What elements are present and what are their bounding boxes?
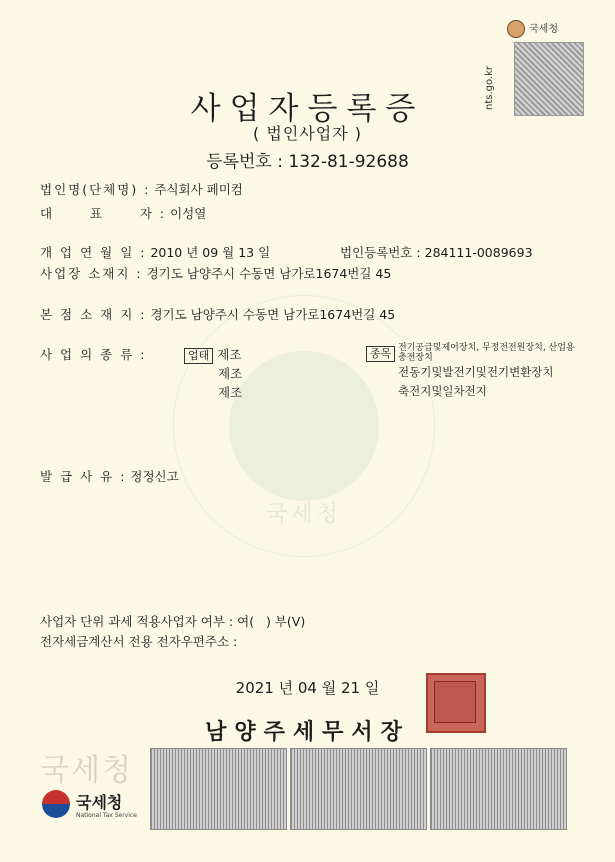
type-value: 제조: [217, 347, 242, 362]
registration-number: 132-81-92688: [288, 152, 409, 172]
type-value-row-2: [218, 364, 242, 382]
tax-unit-value: 여( ) 부(V): [237, 614, 306, 629]
ceo-row: [40, 204, 206, 222]
type-box: 업태: [184, 348, 213, 364]
biz-type-label: 사 업 의 종 류 :: [40, 347, 147, 362]
issue-reason-label: 발 급 사 유 :: [40, 469, 127, 484]
hq-address-row: [40, 305, 395, 323]
type-value: 제조: [218, 366, 243, 381]
issue-reason-row: [40, 467, 179, 485]
tax-unit-row: [40, 612, 305, 630]
agency-label: 국세청: [529, 24, 558, 35]
corp-reg-row: [340, 243, 533, 261]
item-box: 종목: [366, 346, 395, 362]
security-code-icon: [290, 748, 427, 830]
agency-name: 국세청: [76, 793, 123, 812]
watermark-text: 국세청: [266, 502, 342, 527]
item-value-3-row: [398, 383, 487, 399]
corp-reg-value: 284111-0089693: [424, 245, 533, 260]
issue-date: 2021 년 04 월 21 일: [235, 679, 380, 697]
einvoice-row: [40, 632, 237, 650]
stamp-core: [434, 681, 476, 723]
hq-address-value: 경기도 남양주시 수동면 남가로1674번길 45: [150, 307, 396, 322]
issue-reason-value: 정정신고: [130, 469, 179, 484]
security-code-icon: [150, 748, 287, 830]
nts-logo: [42, 790, 152, 830]
open-date-row: [40, 243, 270, 261]
document-subtitle: ( 법인사업자 ): [253, 124, 362, 143]
nts-emblem-watermark: 국세청: [40, 753, 133, 788]
open-date-value: 2010 년 09 월 13 일: [150, 245, 271, 260]
einvoice-label: 전자세금계산서 전용 전자우편주소 :: [40, 634, 238, 649]
corp-reg-label: 법인등록번호 :: [340, 245, 421, 260]
watermark-seal: [173, 295, 435, 557]
ceo-label: 대 표 자 :: [40, 206, 167, 221]
company-row: [40, 180, 243, 198]
biz-address-value: 경기도 남양주시 수동면 남가로1674번길 45: [146, 266, 392, 281]
biz-address-row: [40, 264, 391, 282]
biz-type-label-row: [40, 345, 146, 363]
company-label: 법인명(단체명) :: [40, 182, 151, 197]
nts-mascot-icon: [507, 20, 525, 38]
security-code-icon: [430, 748, 567, 830]
type-value: 제조: [218, 385, 243, 400]
hq-address-label: 본 점 소 재 지 :: [40, 307, 147, 322]
item-value-2-row: [398, 364, 554, 380]
watermark-seal-center: [229, 351, 379, 501]
type-value-row-3: [218, 383, 242, 401]
tax-unit-label: 사업자 단위 과세 적용사업자 여부 :: [40, 614, 234, 629]
item-box-row: [366, 345, 395, 362]
ceo-value: 이성열: [170, 206, 207, 221]
registration-number-line: [0, 147, 615, 172]
item-value: 축전지및일차전지: [398, 384, 487, 398]
item-value: 전기공급및제어장치, 무정전전원장치, 산업용충전장치: [398, 343, 575, 363]
site-url: nts.go.kr: [484, 65, 495, 110]
agency-english-name: National Tax Service: [76, 812, 137, 819]
official-seal-stamp-icon: [426, 673, 486, 733]
open-date-label: 개 업 연 월 일 :: [40, 245, 147, 260]
type-box-row: [184, 345, 241, 364]
document-title: 사업자등록증: [190, 91, 425, 127]
item-value: 전동기및발전기및전기변환장치: [398, 365, 554, 379]
taeguk-icon: [42, 790, 70, 818]
item-value-1-row: [398, 343, 576, 363]
company-value: 주식회사 페미컴: [154, 182, 243, 197]
tax-office-name: 남양주세무서장: [205, 720, 410, 745]
biz-address-label: 사업장 소재지 :: [40, 266, 143, 281]
registration-number-label: 등록번호 :: [206, 152, 283, 172]
